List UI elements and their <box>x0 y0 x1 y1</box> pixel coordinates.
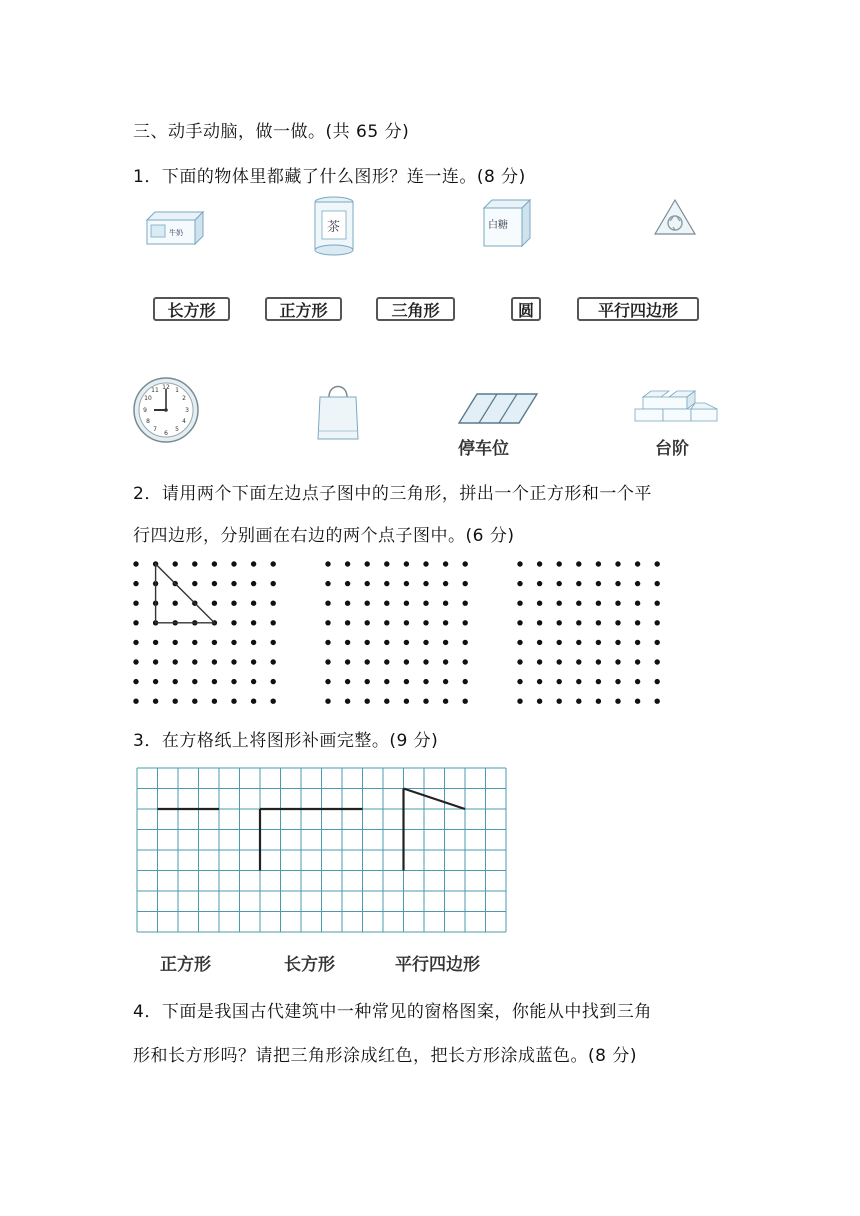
dot <box>517 699 522 704</box>
dot <box>517 659 522 664</box>
dot <box>133 620 138 625</box>
dot <box>423 640 428 645</box>
dot <box>423 620 428 625</box>
dot <box>517 620 522 625</box>
dot <box>212 581 217 586</box>
dot <box>365 659 370 664</box>
dot <box>615 620 620 625</box>
dot <box>384 561 389 566</box>
dot <box>212 699 217 704</box>
dot <box>345 640 350 645</box>
q3-label-square: 正方形 <box>160 955 211 975</box>
steps-icon <box>635 389 721 425</box>
dot <box>325 659 330 664</box>
dot <box>404 581 409 586</box>
dot <box>615 659 620 664</box>
dot <box>443 561 448 566</box>
dot <box>423 699 428 704</box>
dot <box>596 581 601 586</box>
dot <box>384 620 389 625</box>
parking-space-label: 停车位 <box>458 439 509 459</box>
svg-text:9: 9 <box>143 407 147 414</box>
dot <box>251 561 256 566</box>
dot <box>615 561 620 566</box>
dot <box>404 601 409 606</box>
dot <box>557 679 562 684</box>
dot <box>537 581 542 586</box>
dot <box>271 561 276 566</box>
dot <box>325 699 330 704</box>
dot <box>345 561 350 566</box>
dot <box>443 601 448 606</box>
dot <box>443 581 448 586</box>
dot <box>133 679 138 684</box>
dot <box>635 659 640 664</box>
recycle-triangle-icon <box>653 198 697 238</box>
dot <box>365 601 370 606</box>
grid-paper[interactable] <box>136 767 516 937</box>
sugar-cube-label: 白糖 <box>488 220 508 231</box>
dot <box>404 640 409 645</box>
dot <box>345 581 350 586</box>
dot <box>463 601 468 606</box>
dot <box>423 581 428 586</box>
dot <box>576 699 581 704</box>
dot <box>212 561 217 566</box>
dot <box>596 679 601 684</box>
q3-text: 3．在方格纸上将图形补画完整。(9 分) <box>133 731 439 751</box>
dot <box>192 581 197 586</box>
dot <box>365 561 370 566</box>
dot <box>655 601 660 606</box>
dot <box>212 659 217 664</box>
dot <box>517 581 522 586</box>
dot <box>231 679 236 684</box>
dot <box>192 561 197 566</box>
dot <box>231 561 236 566</box>
dot <box>212 679 217 684</box>
dot <box>345 679 350 684</box>
dot <box>173 561 178 566</box>
dot <box>173 640 178 645</box>
dot <box>271 601 276 606</box>
dot <box>173 679 178 684</box>
svg-text:2: 2 <box>182 395 186 402</box>
dot <box>615 699 620 704</box>
dot <box>423 561 428 566</box>
q4-line2: 形和长方形吗？请把三角形涂成红色，把长方形涂成蓝色。(8 分) <box>133 1046 637 1066</box>
example-triangle <box>156 564 215 623</box>
dot <box>463 699 468 704</box>
dot <box>423 601 428 606</box>
dot <box>212 601 217 606</box>
dot <box>271 640 276 645</box>
dot <box>133 581 138 586</box>
dot <box>557 659 562 664</box>
dot <box>271 581 276 586</box>
dot <box>192 679 197 684</box>
dot <box>596 601 601 606</box>
dot-grid-square[interactable] <box>324 559 484 709</box>
dot <box>404 679 409 684</box>
dot <box>325 640 330 645</box>
dot <box>251 601 256 606</box>
svg-text:10: 10 <box>144 395 152 402</box>
tea-can-label: 茶 <box>327 220 341 235</box>
dot <box>231 601 236 606</box>
svg-text:3: 3 <box>185 407 189 414</box>
dot <box>404 561 409 566</box>
dot <box>384 699 389 704</box>
dot <box>463 679 468 684</box>
dot <box>231 581 236 586</box>
dot <box>443 640 448 645</box>
dot <box>133 601 138 606</box>
dot <box>517 601 522 606</box>
dot <box>153 640 158 645</box>
dot <box>384 601 389 606</box>
parking-space-icon <box>459 393 539 425</box>
dot <box>443 659 448 664</box>
q2-line1: 2．请用两个下面左边点子图中的三角形，拼出一个正方形和一个平 <box>133 484 652 504</box>
dot <box>517 561 522 566</box>
milk-box-icon <box>147 210 207 250</box>
dot <box>615 581 620 586</box>
dot <box>557 561 562 566</box>
dot <box>463 561 468 566</box>
dot <box>345 659 350 664</box>
shape-box-parallelogram: 平行四边形 <box>577 297 699 321</box>
dot <box>655 620 660 625</box>
dot <box>443 699 448 704</box>
dot <box>192 699 197 704</box>
dot <box>655 640 660 645</box>
dot <box>423 659 428 664</box>
dot <box>576 640 581 645</box>
dot <box>596 620 601 625</box>
dot <box>537 620 542 625</box>
q1-text: 1．下面的物体里都藏了什么图形？连一连。(8 分) <box>133 167 526 187</box>
q3-label-parallelogram: 平行四边形 <box>395 955 480 975</box>
dot <box>153 679 158 684</box>
svg-text:4: 4 <box>182 418 186 425</box>
dot <box>576 581 581 586</box>
svg-text:7: 7 <box>153 426 157 433</box>
dot <box>365 699 370 704</box>
dot <box>345 699 350 704</box>
dot <box>384 581 389 586</box>
dot <box>635 640 640 645</box>
dot <box>537 561 542 566</box>
dot <box>325 679 330 684</box>
svg-text:8: 8 <box>146 418 150 425</box>
dot <box>635 601 640 606</box>
dot <box>596 659 601 664</box>
dot <box>345 620 350 625</box>
dot <box>365 640 370 645</box>
dot <box>251 699 256 704</box>
dot <box>271 679 276 684</box>
q2-line2: 行四边形，分别画在右边的两个点子图中。(6 分) <box>133 526 515 546</box>
dot <box>384 640 389 645</box>
svg-text:1: 1 <box>175 387 179 394</box>
dot <box>133 640 138 645</box>
dot <box>655 659 660 664</box>
dot <box>596 561 601 566</box>
dot <box>153 659 158 664</box>
svg-text:5: 5 <box>175 426 179 433</box>
dot <box>635 561 640 566</box>
dot <box>635 679 640 684</box>
dot <box>537 601 542 606</box>
dot <box>231 699 236 704</box>
shape-box-square: 正方形 <box>265 297 342 321</box>
dot <box>384 679 389 684</box>
section-title: 三、动手动脑，做一做。(共 65 分) <box>133 122 410 142</box>
dot <box>271 620 276 625</box>
dot <box>615 640 620 645</box>
dot <box>192 640 197 645</box>
dot <box>231 620 236 625</box>
dot <box>463 659 468 664</box>
dot <box>133 659 138 664</box>
dot <box>133 561 138 566</box>
clock-icon <box>133 377 199 443</box>
dot <box>443 679 448 684</box>
dot <box>325 601 330 606</box>
dot <box>443 620 448 625</box>
shopping-bag-icon <box>317 381 359 443</box>
parallelogram-partial-edge <box>404 789 466 810</box>
dot <box>384 659 389 664</box>
dot <box>345 601 350 606</box>
dot <box>212 640 217 645</box>
dot <box>655 561 660 566</box>
dot <box>537 640 542 645</box>
dot <box>557 699 562 704</box>
dot <box>463 640 468 645</box>
dot <box>576 561 581 566</box>
dot <box>251 620 256 625</box>
dot <box>173 659 178 664</box>
dot <box>596 640 601 645</box>
dot <box>463 620 468 625</box>
dot <box>517 679 522 684</box>
dot <box>153 699 158 704</box>
q4-line1: 4．下面是我国古代建筑中一种常见的窗格图案，你能从中找到三角 <box>133 1002 652 1022</box>
dot <box>133 699 138 704</box>
dot <box>231 640 236 645</box>
dot <box>251 659 256 664</box>
dot <box>173 699 178 704</box>
q3-label-rectangle: 长方形 <box>284 955 335 975</box>
shape-box-rectangle: 长方形 <box>153 297 230 321</box>
dot <box>576 620 581 625</box>
dot <box>404 620 409 625</box>
dot <box>635 699 640 704</box>
dot-grid-with-triangle <box>132 559 292 709</box>
dot <box>271 699 276 704</box>
shape-box-circle: 圆 <box>511 297 541 321</box>
dot <box>423 679 428 684</box>
dot <box>365 620 370 625</box>
dot <box>365 679 370 684</box>
dot <box>325 581 330 586</box>
dot <box>251 581 256 586</box>
dot <box>251 679 256 684</box>
dot <box>635 581 640 586</box>
shape-box-triangle: 三角形 <box>376 297 455 321</box>
dot <box>576 601 581 606</box>
dot <box>557 620 562 625</box>
dot <box>404 699 409 704</box>
dot <box>615 679 620 684</box>
dot <box>615 601 620 606</box>
dot <box>537 679 542 684</box>
sugar-cube-icon <box>482 200 532 248</box>
dot <box>325 561 330 566</box>
dot-grid-parallelogram[interactable] <box>516 559 676 709</box>
dot <box>537 699 542 704</box>
dot <box>655 581 660 586</box>
dot <box>365 581 370 586</box>
dot <box>463 581 468 586</box>
dot <box>557 601 562 606</box>
dot <box>655 679 660 684</box>
dot <box>517 640 522 645</box>
tea-can-icon <box>313 195 355 257</box>
dot <box>635 620 640 625</box>
dot <box>325 620 330 625</box>
svg-text:11: 11 <box>151 387 159 394</box>
dot <box>576 659 581 664</box>
dot <box>404 659 409 664</box>
dot <box>596 699 601 704</box>
dot <box>557 581 562 586</box>
milk-box-label: 牛奶 <box>169 229 183 237</box>
dot <box>271 659 276 664</box>
dot <box>655 699 660 704</box>
svg-text:12: 12 <box>162 384 170 391</box>
dot <box>576 679 581 684</box>
dot <box>251 640 256 645</box>
steps-label: 台阶 <box>655 439 689 459</box>
dot <box>557 640 562 645</box>
svg-text:6: 6 <box>164 430 168 437</box>
dot <box>537 659 542 664</box>
dot <box>192 659 197 664</box>
dot <box>173 601 178 606</box>
dot <box>231 659 236 664</box>
